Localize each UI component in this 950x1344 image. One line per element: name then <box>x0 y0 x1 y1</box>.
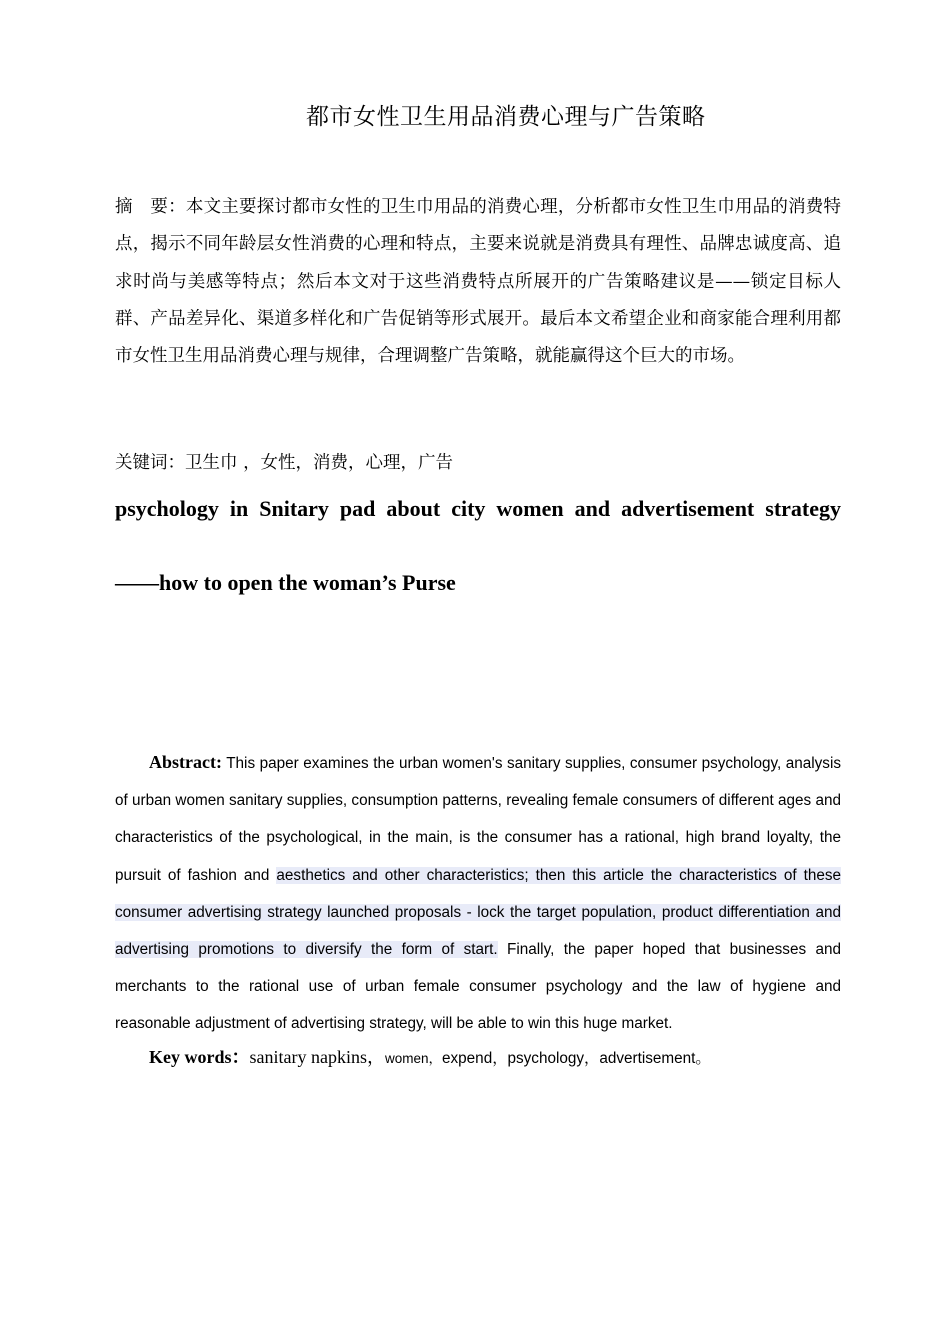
english-keyword-1: sanitary napkins， <box>249 1047 385 1067</box>
chinese-keywords <box>115 448 453 478</box>
english-abstract-text-after: Finally, the paper hoped that businesses and merchants to the rational use of urban female consumer psychology and the law of hygiene and reasonable adjustment of advertising strategy, will be able to win this huge market. <box>115 941 841 1033</box>
english-keyword-2: women， <box>384 1051 443 1066</box>
chinese-abstract-label: 摘 要： <box>115 197 186 217</box>
chinese-abstract-text: 本文主要探讨都市女性的卫生巾用品的消费心理，分析都市女性卫生巾用品的消费特点，揭示不同年龄层女性消费的心理和特点，主要来说就是消费具有理性、品牌忠诚度高、追求时尚与美感等特点；然后本文对于这些消费特点所展开的广告策略建议是——锁定目标人群、产品差异化、渠道多样化和广告促销等形式展开。最后本文希望企业和商家能合理利用都市女性卫生用品消费心理与规律，合理调整广告策略，就能赢得这个巨大的市场。 <box>115 197 842 367</box>
english-title-line-1: psychology in Snitary pad about city women and advertisement strategy <box>115 496 841 521</box>
english-abstract-text-before: This paper examines the urban women's sanitary supplies, consumer psychology, analysis of urban women sanitary supplies, consumption patterns, revealing female consumers of different ages and characteristics of the psychological, in the main, is the consumer has a rational, high brand loyalty, the pursuit of fashion and <box>115 755 841 884</box>
english-keyword-3: expend，psychology，advertisement。 <box>442 1050 711 1067</box>
chinese-keywords-label: 关键词： <box>115 453 185 473</box>
english-title-line-2: ——how to open the woman’s Purse <box>115 570 456 595</box>
english-abstract-label: Abstract: <box>149 752 222 772</box>
english-title <box>115 494 841 598</box>
english-keywords-label: Key words： <box>149 1047 250 1067</box>
english-abstract-highlighted-text[interactable]: aesthetics and other characteristics; then this article the characteristics of these consumer advertising strategy launched proposals - lock the target population, product differentiation and advertising promotions to diversify the form of start. <box>115 866 841 959</box>
chinese-abstract <box>115 189 841 375</box>
page-title: 都市女性卫生用品消费心理与广告策略 <box>306 104 706 130</box>
english-keywords <box>149 1043 711 1073</box>
chinese-keywords-text: 卫生巾 ，女性，消费，心理，广告 <box>185 453 454 473</box>
english-abstract <box>115 744 841 1043</box>
